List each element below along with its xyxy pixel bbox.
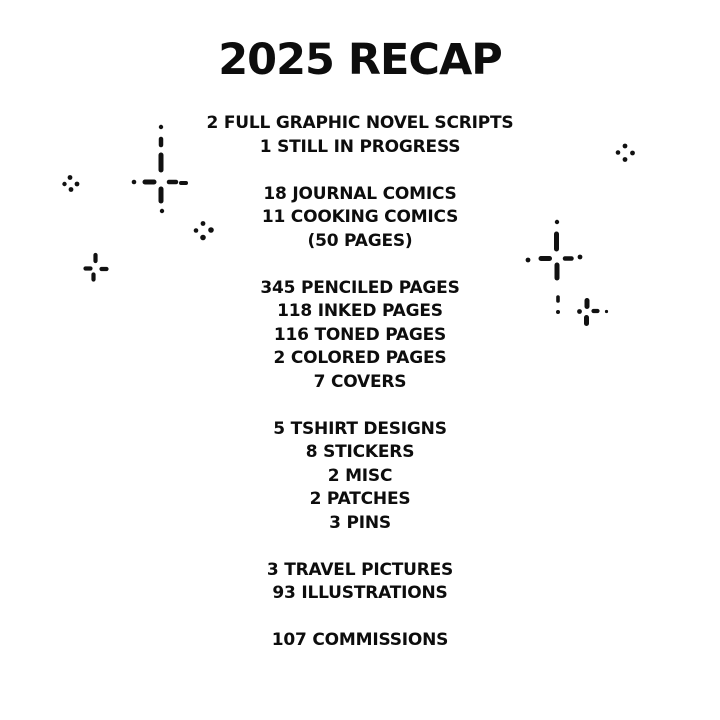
recap-stats <box>0 112 720 653</box>
section-scripts <box>0 112 720 159</box>
stat-line-misc: 2 MISC <box>327 465 393 486</box>
section-commissions <box>0 629 720 653</box>
section-merch <box>0 418 720 536</box>
stat-line-patches: 2 PATCHES <box>309 489 411 509</box>
stat-line-colored-pages: 2 COLORED PAGES <box>273 348 447 368</box>
stat-line-scripts-progress: 1 STILL IN PROGRESS <box>259 136 461 157</box>
section-pages <box>0 277 720 395</box>
page-title: 2025 RECAP <box>218 35 502 85</box>
stat-line-scripts-total: 2 FULL GRAPHIC NOVEL SCRIPTS <box>206 113 514 133</box>
stat-line-penciled-pages: 345 PENCILED PAGES <box>260 277 460 298</box>
stat-line-covers: 7 COVERS <box>313 371 407 392</box>
stat-line-pins: 3 PINS <box>329 512 391 533</box>
section-comics <box>0 183 720 254</box>
stat-line-tshirt-designs: 5 TSHIRT DESIGNS <box>273 418 447 439</box>
stat-line-stickers: 8 STICKERS <box>305 442 415 462</box>
section-pictures <box>0 559 720 606</box>
stat-line-commissions: 107 COMMISSIONS <box>271 630 449 650</box>
stat-line-inked-pages: 118 INKED PAGES <box>277 301 443 321</box>
stat-line-illustrations: 93 ILLUSTRATIONS <box>272 583 448 603</box>
stat-line-travel-pictures: 3 TRAVEL PICTURES <box>266 559 454 580</box>
stat-line-toned-pages: 116 TONED PAGES <box>273 324 447 345</box>
stat-line-cooking-pages: (50 PAGES) <box>307 230 413 251</box>
stat-line-cooking-comics: 11 COOKING COMICS <box>261 207 459 227</box>
stat-line-journal-comics: 18 JOURNAL COMICS <box>263 183 457 204</box>
